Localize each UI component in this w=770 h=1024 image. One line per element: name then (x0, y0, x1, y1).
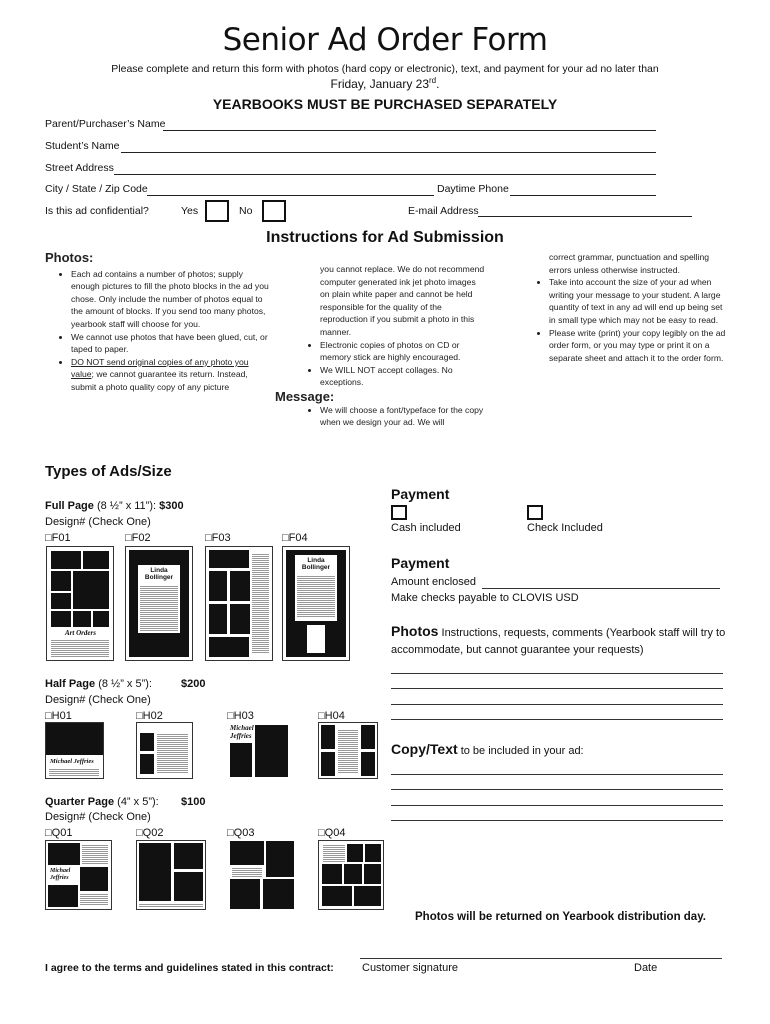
middle-bullet: • We WILL NOT accept collages. No exceptions. (320, 364, 487, 389)
street-address-label: Street Address (45, 162, 114, 174)
full-page-size: (8 ½” x 11”): (93, 500, 160, 512)
option-h02[interactable]: □H02 (136, 710, 163, 722)
right-bullet: • Please write (print) your copy legibly on the ad order form, or you may type or print it on a separate sheet and attach it to the order form. (549, 327, 728, 365)
message-heading: Message: (275, 388, 335, 404)
customer-signature-label: Customer signature (362, 962, 458, 974)
confidential-no-checkbox[interactable] (262, 200, 286, 222)
design-h03-thumbnail[interactable] (227, 722, 291, 779)
photos-requests-line[interactable] (391, 719, 723, 720)
confidential-no-label: No (239, 205, 253, 217)
copy-text-desc: to be included in your ad: (457, 745, 584, 757)
email-field[interactable] (478, 216, 692, 217)
full-page-price: $300 (159, 500, 184, 512)
agreement-text: I agree to the terms and guidelines stated in this contract: (45, 962, 334, 974)
amount-field[interactable] (482, 588, 720, 589)
daytime-phone-label: Daytime Phone (437, 183, 509, 195)
middle-bullet: • Electronic copies of photos on CD or memory stick are highly encouraged. (320, 339, 487, 364)
due-date-text: Friday, January 23 (330, 77, 430, 91)
message-continued-text: correct grammar, punctuation and spelling errors unless otherwise instructed. (549, 252, 710, 275)
photos-heading: Photos: (45, 250, 94, 265)
right-bullet-list (523, 276, 728, 364)
city-state-zip-field[interactable] (147, 195, 434, 196)
option-q02[interactable]: □Q02 (136, 827, 164, 839)
half-page-price: $200 (181, 678, 206, 690)
quarter-page-title: Quarter Page (45, 796, 115, 808)
quarter-page-price: $100 (181, 796, 206, 808)
yearbook-banner: YEARBOOKS MUST BE PURCHASED SEPARATELY (212, 96, 558, 112)
quarter-page-size: (4” x 5”): (114, 796, 159, 808)
copy-text-line[interactable] (391, 805, 723, 806)
quarter-page-design-label: Design# (Check One) (45, 811, 151, 823)
full-page-design-label: Design# (Check One) (45, 516, 151, 528)
option-q03[interactable]: □Q03 (227, 827, 255, 839)
half-page-design-label: Design# (Check One) (45, 694, 151, 706)
student-name-field[interactable] (121, 152, 656, 153)
photos-bullet (71, 356, 270, 394)
instructions-heading: Instructions for Ad Submission (266, 229, 504, 246)
cash-checkbox[interactable] (391, 505, 407, 520)
payable-note: Make checks payable to CLOVIS USD (391, 592, 579, 604)
payment-heading: Payment (391, 486, 450, 502)
h03-name: Michael Jeffries (230, 724, 254, 740)
daytime-phone-field[interactable] (510, 195, 656, 196)
confidential-yes-checkbox[interactable] (205, 200, 229, 222)
copy-text-label (391, 741, 584, 757)
option-q01[interactable]: □Q01 (45, 827, 73, 839)
photos-requests-line[interactable] (391, 688, 723, 689)
photos-bullet: • Each ad contains a number of photos; supply enough pictures to fill the photo blocks in the ad you chose. Only include the number of photos equal to the amount of blocks. If you send too many photos, yearbook staff will choose for you. (71, 268, 270, 331)
design-q02-thumbnail[interactable] (136, 840, 206, 910)
option-f04[interactable]: □F04 (282, 532, 308, 544)
copy-text-line[interactable] (391, 789, 723, 790)
photos-bullet: • We cannot use photos that have been glued, cut, or taped to paper. (71, 331, 270, 356)
email-label: E-mail Address (408, 205, 479, 217)
payment-amount-heading: Payment (391, 555, 450, 571)
middle-bullet-list (275, 339, 487, 389)
confidential-yes-label: Yes (181, 205, 199, 217)
photos-warning-rest: ; we cannot guarantee its return. Instead, submit a photo quality copy of any picture (71, 369, 248, 392)
f01-caption: Art Orders (65, 629, 96, 637)
ad-types-heading: Types of Ads/Size (45, 463, 172, 480)
message-bullet-list (275, 404, 487, 429)
copy-text-line[interactable] (391, 774, 723, 775)
q01-name: Michael Jeffries (50, 868, 71, 881)
photos-returned-note: Photos will be returned on Yearbook distribution day. (415, 911, 706, 923)
intro-text: Please complete and return this form with photos (hard copy or electronic), text, and payment for your ad no later than (111, 63, 659, 75)
option-q04[interactable]: □Q04 (318, 827, 346, 839)
photos-requests-line[interactable] (391, 673, 723, 674)
design-h04-thumbnail[interactable] (318, 722, 378, 779)
f04-name: Linda Bollinger (301, 557, 331, 571)
cash-label: Cash included (391, 522, 461, 534)
copy-text-line[interactable] (391, 820, 723, 821)
due-date-suffix: rd (429, 76, 437, 85)
check-checkbox[interactable] (527, 505, 543, 520)
f02-name: Linda Bollinger (144, 567, 174, 581)
photos-instructions-column (45, 252, 270, 394)
half-page-size: (8 ½” x 5”): (95, 678, 152, 690)
option-h01[interactable]: □H01 (45, 710, 72, 722)
design-f01-thumbnail[interactable] (46, 546, 114, 661)
option-f01[interactable]: □F01 (45, 532, 71, 544)
parent-name-label: Parent/Purchaser’s Name (45, 118, 166, 130)
quarter-page-label (45, 796, 159, 808)
half-page-title: Half Page (45, 678, 96, 690)
photos-requests-text (391, 623, 731, 659)
middle-instructions-column (275, 263, 487, 429)
confidential-label: Is this ad confidential? (45, 205, 149, 217)
copy-text-heading: Copy/Text (391, 741, 458, 757)
design-h02-thumbnail[interactable] (136, 722, 193, 779)
design-q01-thumbnail[interactable] (45, 840, 112, 910)
student-name-label: Student’s Name (45, 140, 120, 152)
full-page-title: Full Page (45, 500, 94, 512)
photos-requests-desc: Instructions, requests, comments (Yearbook staff will try to accommodate, but cannot guarantee your requests) (391, 627, 726, 656)
photos-requests-heading: Photos (391, 623, 439, 639)
photos-bullet-list (45, 268, 270, 394)
half-page-label (45, 678, 152, 690)
form-title: Senior Ad Order Form (222, 22, 548, 58)
date-label: Date (634, 962, 658, 974)
street-address-field[interactable] (114, 174, 656, 175)
due-date (0, 76, 770, 91)
due-date-period: . (436, 77, 440, 91)
option-f02[interactable]: □F02 (125, 532, 151, 544)
check-label: Check Included (527, 522, 603, 534)
design-f02-thumbnail[interactable] (125, 546, 193, 661)
option-h03[interactable]: □H03 (227, 710, 254, 722)
design-h01-thumbnail[interactable] (45, 722, 104, 779)
h01-name: Michael Jeffries (50, 758, 94, 765)
right-bullet: • Take into account the size of your ad when writing your message to your student. A large quantity of text in any ad will end up being set in small type which may not be easy to read. (549, 276, 728, 326)
signature-line[interactable] (360, 958, 722, 959)
design-f03-thumbnail[interactable] (205, 546, 273, 661)
design-q03-thumbnail[interactable] (227, 840, 297, 910)
amount-label: Amount enclosed (391, 576, 476, 588)
full-page-label (45, 500, 184, 512)
option-h04[interactable]: □H04 (318, 710, 345, 722)
right-instructions-column (523, 251, 728, 364)
photos-requests-line[interactable] (391, 704, 723, 705)
design-q04-thumbnail[interactable] (318, 840, 384, 910)
city-state-zip-label: City / State / Zip Code (45, 183, 148, 195)
photos-warning-underlined: DO NOT send original copies of any photo you value (71, 356, 249, 380)
option-f03[interactable]: □F03 (205, 532, 231, 544)
parent-name-field[interactable] (163, 130, 656, 131)
design-f04-thumbnail[interactable] (282, 546, 350, 661)
message-bullet: • We will choose a font/typeface for the copy when we design your ad. We will (320, 404, 487, 429)
photos-continued-text: you cannot replace. We do not recommend computer generated ink jet photo images on plain white paper and cannot be held responsible for the quality of the reproduction if you submit a photo in this manner. (320, 264, 485, 337)
